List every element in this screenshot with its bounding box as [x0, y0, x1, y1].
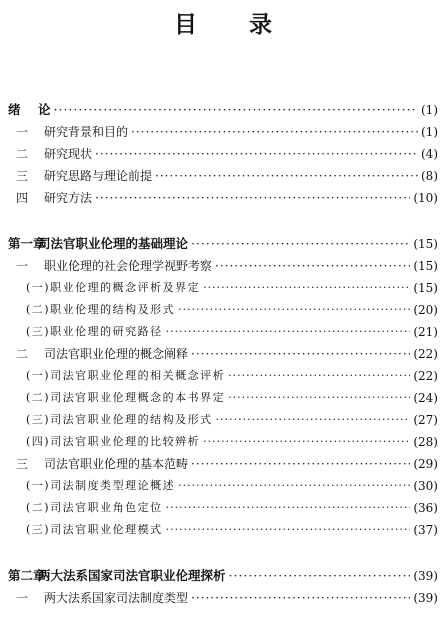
toc-entry[interactable]: [8, 118, 438, 140]
toc-entry[interactable]: [8, 450, 438, 472]
toc-entry-label: (三)职业伦理的研究路径: [26, 325, 163, 338]
toc-entry-page: (15): [413, 237, 438, 251]
toc-entry-number: 第二章: [8, 568, 46, 583]
toc-entry-label: (四)司法官职业伦理的比较辨析: [26, 435, 201, 448]
toc-subentry[interactable]: [8, 384, 438, 406]
toc-entry-page: (1): [421, 103, 438, 117]
dot-leader: [191, 456, 410, 472]
dot-leader: [203, 280, 410, 296]
toc-entry-page: (15): [413, 281, 438, 295]
toc-entry-label: 职业伦理的社会伦理学视野考察: [44, 259, 213, 273]
toc-entry-label: 司法官职业伦理的基础理论: [38, 236, 189, 251]
dot-leader: [191, 590, 410, 606]
toc-entry-label: 两大法系国家司法制度类型: [44, 591, 189, 605]
toc-subentry[interactable]: [8, 428, 438, 450]
toc-entry-label: 两大法系国家司法官职业伦理探析: [38, 568, 226, 583]
toc-entry-page: (39): [413, 591, 438, 605]
toc-entry[interactable]: [8, 162, 438, 184]
dot-leader: [216, 412, 411, 428]
toc-entry-page: (29): [413, 457, 438, 471]
toc-entry-page: (22): [413, 347, 438, 361]
dot-leader: [191, 346, 410, 362]
toc-entry-page: (27): [413, 413, 438, 427]
dot-leader: [191, 236, 410, 252]
dot-leader: [229, 568, 411, 584]
dot-leader: [228, 368, 410, 384]
toc-entry-number: 三: [16, 169, 29, 183]
toc-entry-number: 一: [16, 591, 29, 605]
dot-leader: [203, 434, 410, 450]
toc-entry-label: (一)司法官职业伦理的相关概念评析: [26, 369, 226, 382]
toc-entry-label: (一)司法制度类型理论概述: [26, 479, 176, 492]
toc-entry[interactable]: [8, 584, 438, 606]
toc-subentry[interactable]: [8, 318, 438, 340]
toc-entry-label: 研究方法: [44, 191, 93, 205]
toc-entry-number: 二: [16, 347, 29, 361]
dot-leader: [54, 102, 418, 118]
toc-entry[interactable]: [8, 140, 438, 162]
toc-entry-number: 三: [16, 457, 29, 471]
toc-entry-label: (一)职业伦理的概念评析及界定: [26, 281, 201, 294]
toc-subentry[interactable]: [8, 494, 438, 516]
toc-entry-page: (4): [421, 147, 438, 161]
toc-entry-label: (三)司法官职业伦理模式: [26, 523, 163, 536]
toc-entry-page: (28): [413, 435, 438, 449]
toc-entry-label: 研究背景和目的: [44, 125, 129, 139]
dot-leader: [178, 302, 410, 318]
toc-entry-page: (15): [413, 259, 438, 273]
dot-leader: [215, 258, 410, 274]
dot-leader: [95, 146, 418, 162]
toc-entry-chapter-1[interactable]: [8, 230, 438, 252]
toc-entry-number: 一: [16, 259, 29, 273]
toc-entry-introduction[interactable]: [8, 96, 438, 118]
toc-entry-number: 第一章: [8, 236, 46, 251]
toc-entry-page: (21): [413, 325, 438, 339]
toc-subentry[interactable]: [8, 406, 438, 428]
toc-entry-label: (二)司法官职业角色定位: [26, 501, 163, 514]
toc-entry-label: 研究思路与理论前提: [44, 169, 153, 183]
dot-leader: [178, 478, 410, 494]
toc-entry-page: (22): [413, 369, 438, 383]
toc-entry-label: (二)司法官职业伦理概念的本书界定: [26, 391, 226, 404]
toc-entry-page: (39): [413, 569, 438, 583]
toc-entry-number: 四: [16, 191, 29, 205]
toc-entry-page: (20): [413, 303, 438, 317]
toc-subentry[interactable]: [8, 362, 438, 384]
toc-entry-page: (36): [413, 501, 438, 515]
toc-subentry[interactable]: [8, 296, 438, 318]
page-title: 目 录: [173, 11, 294, 38]
toc-entry-page: (10): [413, 191, 438, 205]
toc-entry-label: 研究现状: [44, 147, 93, 161]
toc-entry-label: (二)职业伦理的结构及形式: [26, 303, 176, 316]
toc-entry-page: (24): [413, 391, 438, 405]
toc-entry[interactable]: [8, 340, 438, 362]
toc-entry-page: (37): [413, 523, 438, 537]
toc-entry[interactable]: [8, 252, 438, 274]
toc-entry-label: 论: [38, 102, 51, 117]
toc-entry-number: 绪: [8, 102, 21, 117]
toc-entry-page: (30): [413, 479, 438, 493]
toc-entry-label: (三)司法官职业伦理的结构及形式: [26, 413, 213, 426]
dot-leader: [95, 190, 410, 206]
dot-leader: [131, 124, 418, 140]
dot-leader: [228, 390, 410, 406]
toc-subentry[interactable]: [8, 274, 438, 296]
dot-leader: [166, 500, 411, 516]
toc-entry-number: 二: [16, 147, 29, 161]
toc-entry-page: (8): [421, 169, 438, 183]
toc-subentry[interactable]: [8, 472, 438, 494]
dot-leader: [166, 324, 411, 340]
dot-leader: [166, 522, 411, 538]
dot-leader: [155, 168, 418, 184]
toc-entry-chapter-2[interactable]: [8, 562, 438, 584]
toc-entry-number: 一: [16, 125, 29, 139]
toc-subentry[interactable]: [8, 516, 438, 538]
toc-entry-label: 司法官职业伦理的概念阐释: [44, 347, 189, 361]
toc-entry-label: 司法官职业伦理的基本范畴: [44, 457, 189, 471]
toc-entry[interactable]: [8, 184, 438, 206]
toc-entry-page: (1): [421, 125, 438, 139]
